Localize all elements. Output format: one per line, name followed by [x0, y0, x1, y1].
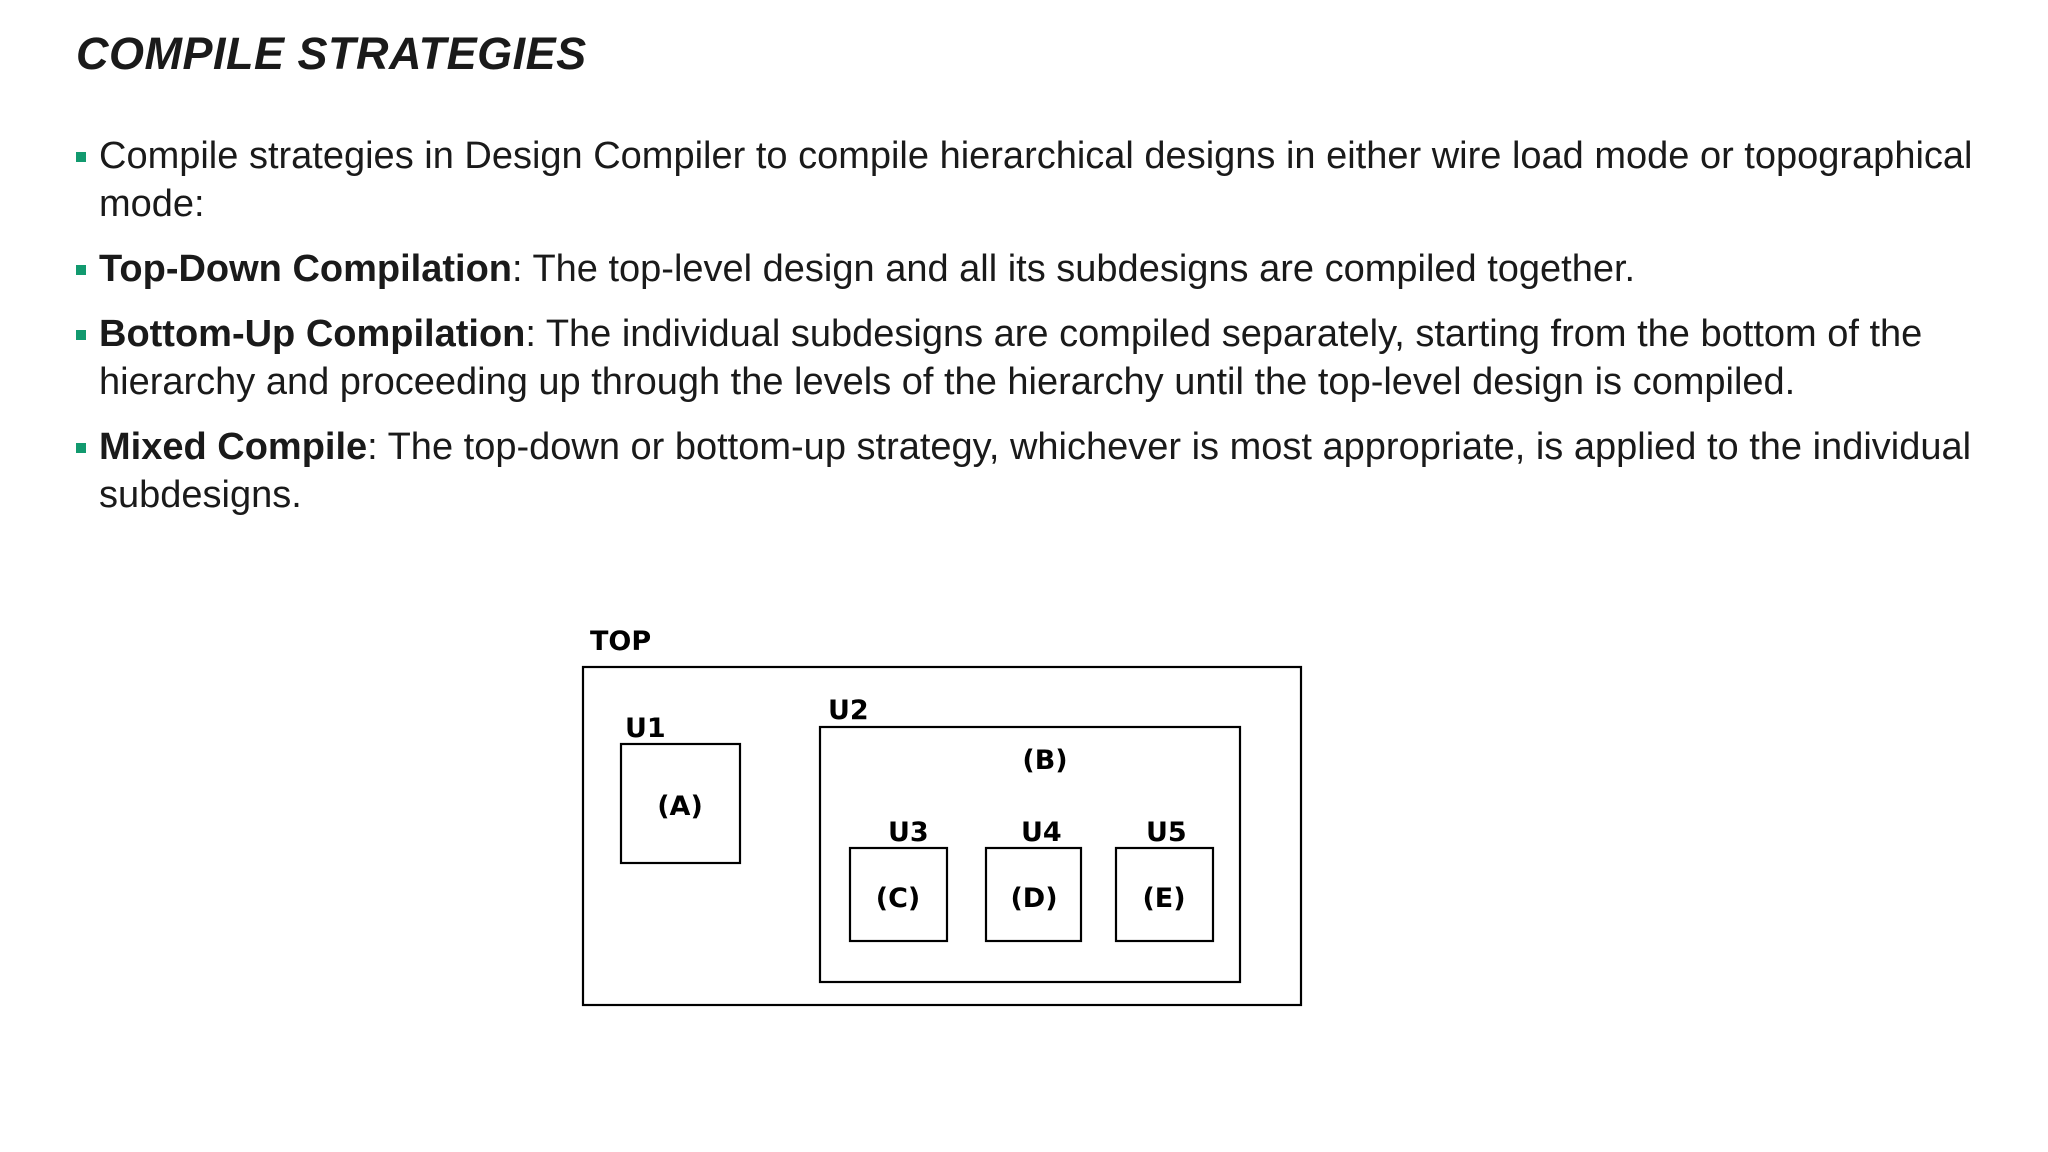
u3-design-label: (C) [875, 883, 921, 914]
u4-design-label: (D) [1010, 883, 1058, 914]
bullet-term: Bottom-Up Compilation [99, 313, 526, 355]
u5-design-label: (E) [1142, 883, 1186, 914]
u5-block [1116, 848, 1213, 941]
u1-instance-label: U1 [625, 713, 666, 744]
bullet-text: Compile strategies in Design Compiler to compile hierarchical designs in either wire load mode or topographical mode: [99, 135, 1973, 225]
u1-design-label: (A) [657, 791, 703, 822]
bullet-list [76, 132, 1996, 536]
u3-block [850, 848, 947, 941]
u2-block [820, 727, 1240, 982]
u3-instance-label: U3 [888, 817, 929, 848]
bullet-separator: : [512, 248, 533, 290]
u5-instance-label: U5 [1146, 817, 1187, 848]
bullet-term: Mixed Compile [99, 426, 368, 468]
bullet-separator: : [525, 313, 546, 355]
square-bullet-icon [76, 152, 86, 162]
square-bullet-icon [76, 330, 86, 340]
u4-block [986, 848, 1081, 941]
bullet-text: The individual subdesigns are compiled separately, starting from the bottom of the hierarchy and proceeding up through the levels of the hierarchy until the top-level design is compiled. [99, 313, 1923, 403]
bullet-separator: : [367, 426, 388, 468]
bullet-text: The top-down or bottom-up strategy, whichever is most appropriate, is applied to the individual subdesigns. [99, 426, 1972, 516]
u4-instance-label: U4 [1021, 817, 1062, 848]
top-label: TOP [590, 626, 652, 657]
bullet-item-mixed [76, 423, 1996, 519]
bullet-item-bottom-up [76, 310, 1996, 406]
square-bullet-icon [76, 265, 86, 275]
u1-block [621, 744, 740, 863]
bullet-item-top-down [76, 245, 1996, 293]
slide-title: COMPILE STRATEGIES [76, 28, 587, 79]
bullet-term: Top-Down Compilation [99, 248, 512, 290]
bullet-item-intro [76, 132, 1996, 228]
square-bullet-icon [76, 443, 86, 453]
u2-instance-label: U2 [828, 695, 869, 726]
u2-design-label: (B) [1022, 745, 1068, 776]
top-design-box [583, 667, 1301, 1005]
bullet-text: The top-level design and all its subdesigns are compiled together. [532, 248, 1636, 290]
